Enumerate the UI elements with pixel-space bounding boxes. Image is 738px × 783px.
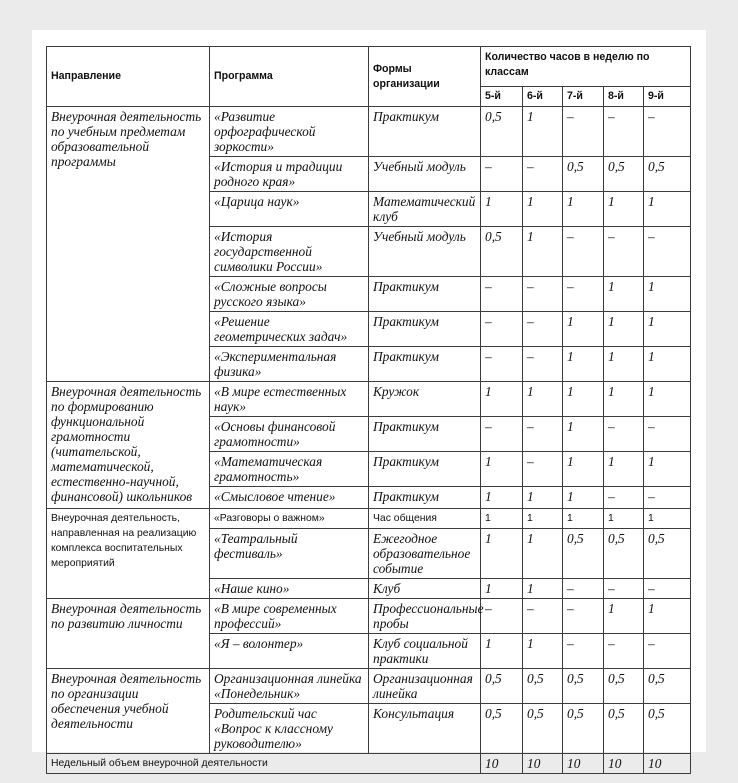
program-cell: «Основы финансовой грамотности» bbox=[210, 417, 369, 452]
hours-cell: 0,5 bbox=[523, 669, 563, 704]
hours-cell: – bbox=[481, 347, 523, 382]
hours-cell: 0,5 bbox=[523, 704, 563, 754]
hours-cell: 1 bbox=[604, 509, 644, 529]
hours-cell: – bbox=[644, 227, 691, 277]
form-cell: Практикум bbox=[369, 487, 481, 509]
table-row bbox=[47, 669, 691, 704]
hours-cell: – bbox=[481, 599, 523, 634]
hours-cell: – bbox=[644, 107, 691, 157]
direction-cell: Внеурочная деятельность по организации обеспечения учебной деятельности bbox=[47, 669, 210, 754]
hours-cell: – bbox=[523, 312, 563, 347]
hours-cell: 1 bbox=[644, 509, 691, 529]
direction-cell: Внеурочная деятельность по развитию личности bbox=[47, 599, 210, 669]
total-label: Недельный объем внеурочной деятельности bbox=[47, 754, 481, 774]
hours-cell: 1 bbox=[523, 107, 563, 157]
total-hours: 10 bbox=[644, 754, 691, 774]
hours-cell: 1 bbox=[604, 277, 644, 312]
header-forms: Формы организации bbox=[369, 47, 481, 107]
program-cell: «Развитие орфографической зоркости» bbox=[210, 107, 369, 157]
program-cell: Организационная линейка «Понедельник» bbox=[210, 669, 369, 704]
hours-cell: – bbox=[604, 107, 644, 157]
header-hours: Количество часов в неделю по классам bbox=[481, 47, 691, 87]
hours-cell: – bbox=[563, 107, 604, 157]
hours-cell: – bbox=[481, 277, 523, 312]
hours-cell: 1 bbox=[644, 347, 691, 382]
hours-cell: 0,5 bbox=[563, 704, 604, 754]
form-cell: Клуб социальной практики bbox=[369, 634, 481, 669]
hours-cell: 0,5 bbox=[604, 157, 644, 192]
hours-cell: 0,5 bbox=[481, 227, 523, 277]
header-program: Программа bbox=[210, 47, 369, 107]
hours-cell: 1 bbox=[604, 452, 644, 487]
hours-cell: 1 bbox=[563, 509, 604, 529]
form-cell: Практикум bbox=[369, 312, 481, 347]
table-row bbox=[47, 509, 691, 529]
document-page bbox=[32, 30, 706, 771]
direction-cell: Внеурочная деятельность по формированию функциональной грамотности (читательской, математической, естественно-научной, финансовой) школьников bbox=[47, 382, 210, 509]
hours-cell: 1 bbox=[523, 227, 563, 277]
hours-cell: 0,5 bbox=[604, 669, 644, 704]
hours-cell: 1 bbox=[563, 452, 604, 487]
hours-cell: 1 bbox=[604, 347, 644, 382]
hours-cell: – bbox=[644, 634, 691, 669]
program-cell: «Решение геометрических задач» bbox=[210, 312, 369, 347]
hours-cell: 1 bbox=[481, 579, 523, 599]
hours-cell: – bbox=[604, 487, 644, 509]
hours-cell: – bbox=[481, 417, 523, 452]
hours-cell: 0,5 bbox=[563, 669, 604, 704]
hours-cell: 1 bbox=[523, 487, 563, 509]
hours-cell: 1 bbox=[481, 509, 523, 529]
hours-cell: 1 bbox=[644, 599, 691, 634]
form-cell: Практикум bbox=[369, 277, 481, 312]
hours-cell: 0,5 bbox=[563, 157, 604, 192]
hours-cell: 1 bbox=[481, 452, 523, 487]
hours-cell: 1 bbox=[523, 579, 563, 599]
hours-cell: 1 bbox=[604, 382, 644, 417]
hours-cell: 1 bbox=[523, 382, 563, 417]
hours-cell: 1 bbox=[481, 382, 523, 417]
form-cell: Математический клуб bbox=[369, 192, 481, 227]
program-cell: «Театральный фестиваль» bbox=[210, 529, 369, 579]
hours-cell: 1 bbox=[563, 487, 604, 509]
header-row bbox=[47, 47, 691, 87]
header-grade: 6-й bbox=[523, 87, 563, 107]
total-hours: 10 bbox=[481, 754, 523, 774]
program-cell: «Математическая грамотность» bbox=[210, 452, 369, 487]
direction-cell: Внеурочная деятельность по учебным предметам образовательной программы bbox=[47, 107, 210, 382]
program-cell: «Я – волонтер» bbox=[210, 634, 369, 669]
hours-cell: – bbox=[523, 157, 563, 192]
hours-cell: – bbox=[481, 312, 523, 347]
hours-cell: 1 bbox=[523, 509, 563, 529]
hours-cell: 1 bbox=[644, 452, 691, 487]
hours-cell: – bbox=[523, 452, 563, 487]
hours-cell: 0,5 bbox=[604, 704, 644, 754]
hours-cell: – bbox=[604, 417, 644, 452]
form-cell: Организационная линейка bbox=[369, 669, 481, 704]
form-cell: Практикум bbox=[369, 107, 481, 157]
hours-cell: – bbox=[523, 277, 563, 312]
form-cell: Учебный модуль bbox=[369, 157, 481, 192]
hours-cell: 0,5 bbox=[644, 669, 691, 704]
form-cell: Учебный модуль bbox=[369, 227, 481, 277]
total-row bbox=[47, 754, 691, 774]
hours-cell: 1 bbox=[523, 634, 563, 669]
program-cell: «Смысловое чтение» bbox=[210, 487, 369, 509]
form-cell: Практикум bbox=[369, 452, 481, 487]
hours-cell: 1 bbox=[563, 417, 604, 452]
total-hours: 10 bbox=[563, 754, 604, 774]
hours-cell: – bbox=[563, 227, 604, 277]
direction-cell: Внеурочная деятельность, направленная на реализацию комплекса воспитательных мероприятий bbox=[47, 509, 210, 599]
hours-cell: 1 bbox=[644, 192, 691, 227]
form-cell: Профессиональные пробы bbox=[369, 599, 481, 634]
hours-cell: 0,5 bbox=[481, 704, 523, 754]
program-cell: «Наше кино» bbox=[210, 579, 369, 599]
hours-cell: – bbox=[604, 634, 644, 669]
hours-cell: – bbox=[644, 487, 691, 509]
hours-cell: 1 bbox=[523, 529, 563, 579]
program-cell: «В мире естественных наук» bbox=[210, 382, 369, 417]
hours-cell: – bbox=[481, 157, 523, 192]
form-cell: Ежегодное образовательное событие bbox=[369, 529, 481, 579]
program-cell: Родительский час «Вопрос к классному руководителю» bbox=[210, 704, 369, 754]
form-cell: Час общения bbox=[369, 509, 481, 529]
total-hours: 10 bbox=[604, 754, 644, 774]
hours-cell: – bbox=[523, 417, 563, 452]
hours-cell: 0,5 bbox=[604, 529, 644, 579]
header-grade: 5-й bbox=[481, 87, 523, 107]
hours-cell: 1 bbox=[481, 634, 523, 669]
program-cell: «Сложные вопросы русского языка» bbox=[210, 277, 369, 312]
hours-cell: 1 bbox=[563, 382, 604, 417]
hours-cell: – bbox=[604, 227, 644, 277]
hours-cell: 0,5 bbox=[644, 704, 691, 754]
header-grade: 9-й bbox=[644, 87, 691, 107]
hours-cell: 0,5 bbox=[644, 157, 691, 192]
extracurricular-plan-table bbox=[46, 46, 691, 774]
hours-cell: – bbox=[563, 277, 604, 312]
hours-cell: 1 bbox=[604, 192, 644, 227]
plan-body bbox=[47, 107, 691, 754]
hours-cell: 1 bbox=[523, 192, 563, 227]
hours-cell: 1 bbox=[644, 312, 691, 347]
hours-cell: – bbox=[563, 579, 604, 599]
program-cell: «История и традиции родного края» bbox=[210, 157, 369, 192]
hours-cell: 0,5 bbox=[481, 669, 523, 704]
program-cell: «Экспериментальная физика» bbox=[210, 347, 369, 382]
form-cell: Клуб bbox=[369, 579, 481, 599]
form-cell: Практикум bbox=[369, 417, 481, 452]
hours-cell: – bbox=[644, 417, 691, 452]
form-cell: Практикум bbox=[369, 347, 481, 382]
header-direction: Направление bbox=[47, 47, 210, 107]
hours-cell: – bbox=[563, 634, 604, 669]
total-hours: 10 bbox=[523, 754, 563, 774]
hours-cell: 0,5 bbox=[563, 529, 604, 579]
hours-cell: – bbox=[604, 579, 644, 599]
hours-cell: 0,5 bbox=[481, 107, 523, 157]
hours-cell: – bbox=[523, 347, 563, 382]
program-cell: «Царица наук» bbox=[210, 192, 369, 227]
hours-cell: 1 bbox=[604, 312, 644, 347]
hours-cell: 1 bbox=[481, 529, 523, 579]
form-cell: Кружок bbox=[369, 382, 481, 417]
hours-cell: 1 bbox=[481, 487, 523, 509]
hours-cell: – bbox=[644, 579, 691, 599]
hours-cell: 1 bbox=[644, 382, 691, 417]
program-cell: «Разговоры о важном» bbox=[210, 509, 369, 529]
table-row bbox=[47, 599, 691, 634]
form-cell: Консультация bbox=[369, 704, 481, 754]
program-cell: «В мире современных профессий» bbox=[210, 599, 369, 634]
hours-cell: 1 bbox=[563, 192, 604, 227]
hours-cell: 1 bbox=[644, 277, 691, 312]
hours-cell: 1 bbox=[481, 192, 523, 227]
header-grade: 7-й bbox=[563, 87, 604, 107]
table-row bbox=[47, 382, 691, 417]
program-cell: «История государственной символики России» bbox=[210, 227, 369, 277]
hours-cell: 0,5 bbox=[644, 529, 691, 579]
hours-cell: – bbox=[523, 599, 563, 634]
table-row bbox=[47, 107, 691, 157]
header-grade: 8-й bbox=[604, 87, 644, 107]
hours-cell: – bbox=[563, 599, 604, 634]
hours-cell: 1 bbox=[604, 599, 644, 634]
hours-cell: 1 bbox=[563, 347, 604, 382]
hours-cell: 1 bbox=[563, 312, 604, 347]
